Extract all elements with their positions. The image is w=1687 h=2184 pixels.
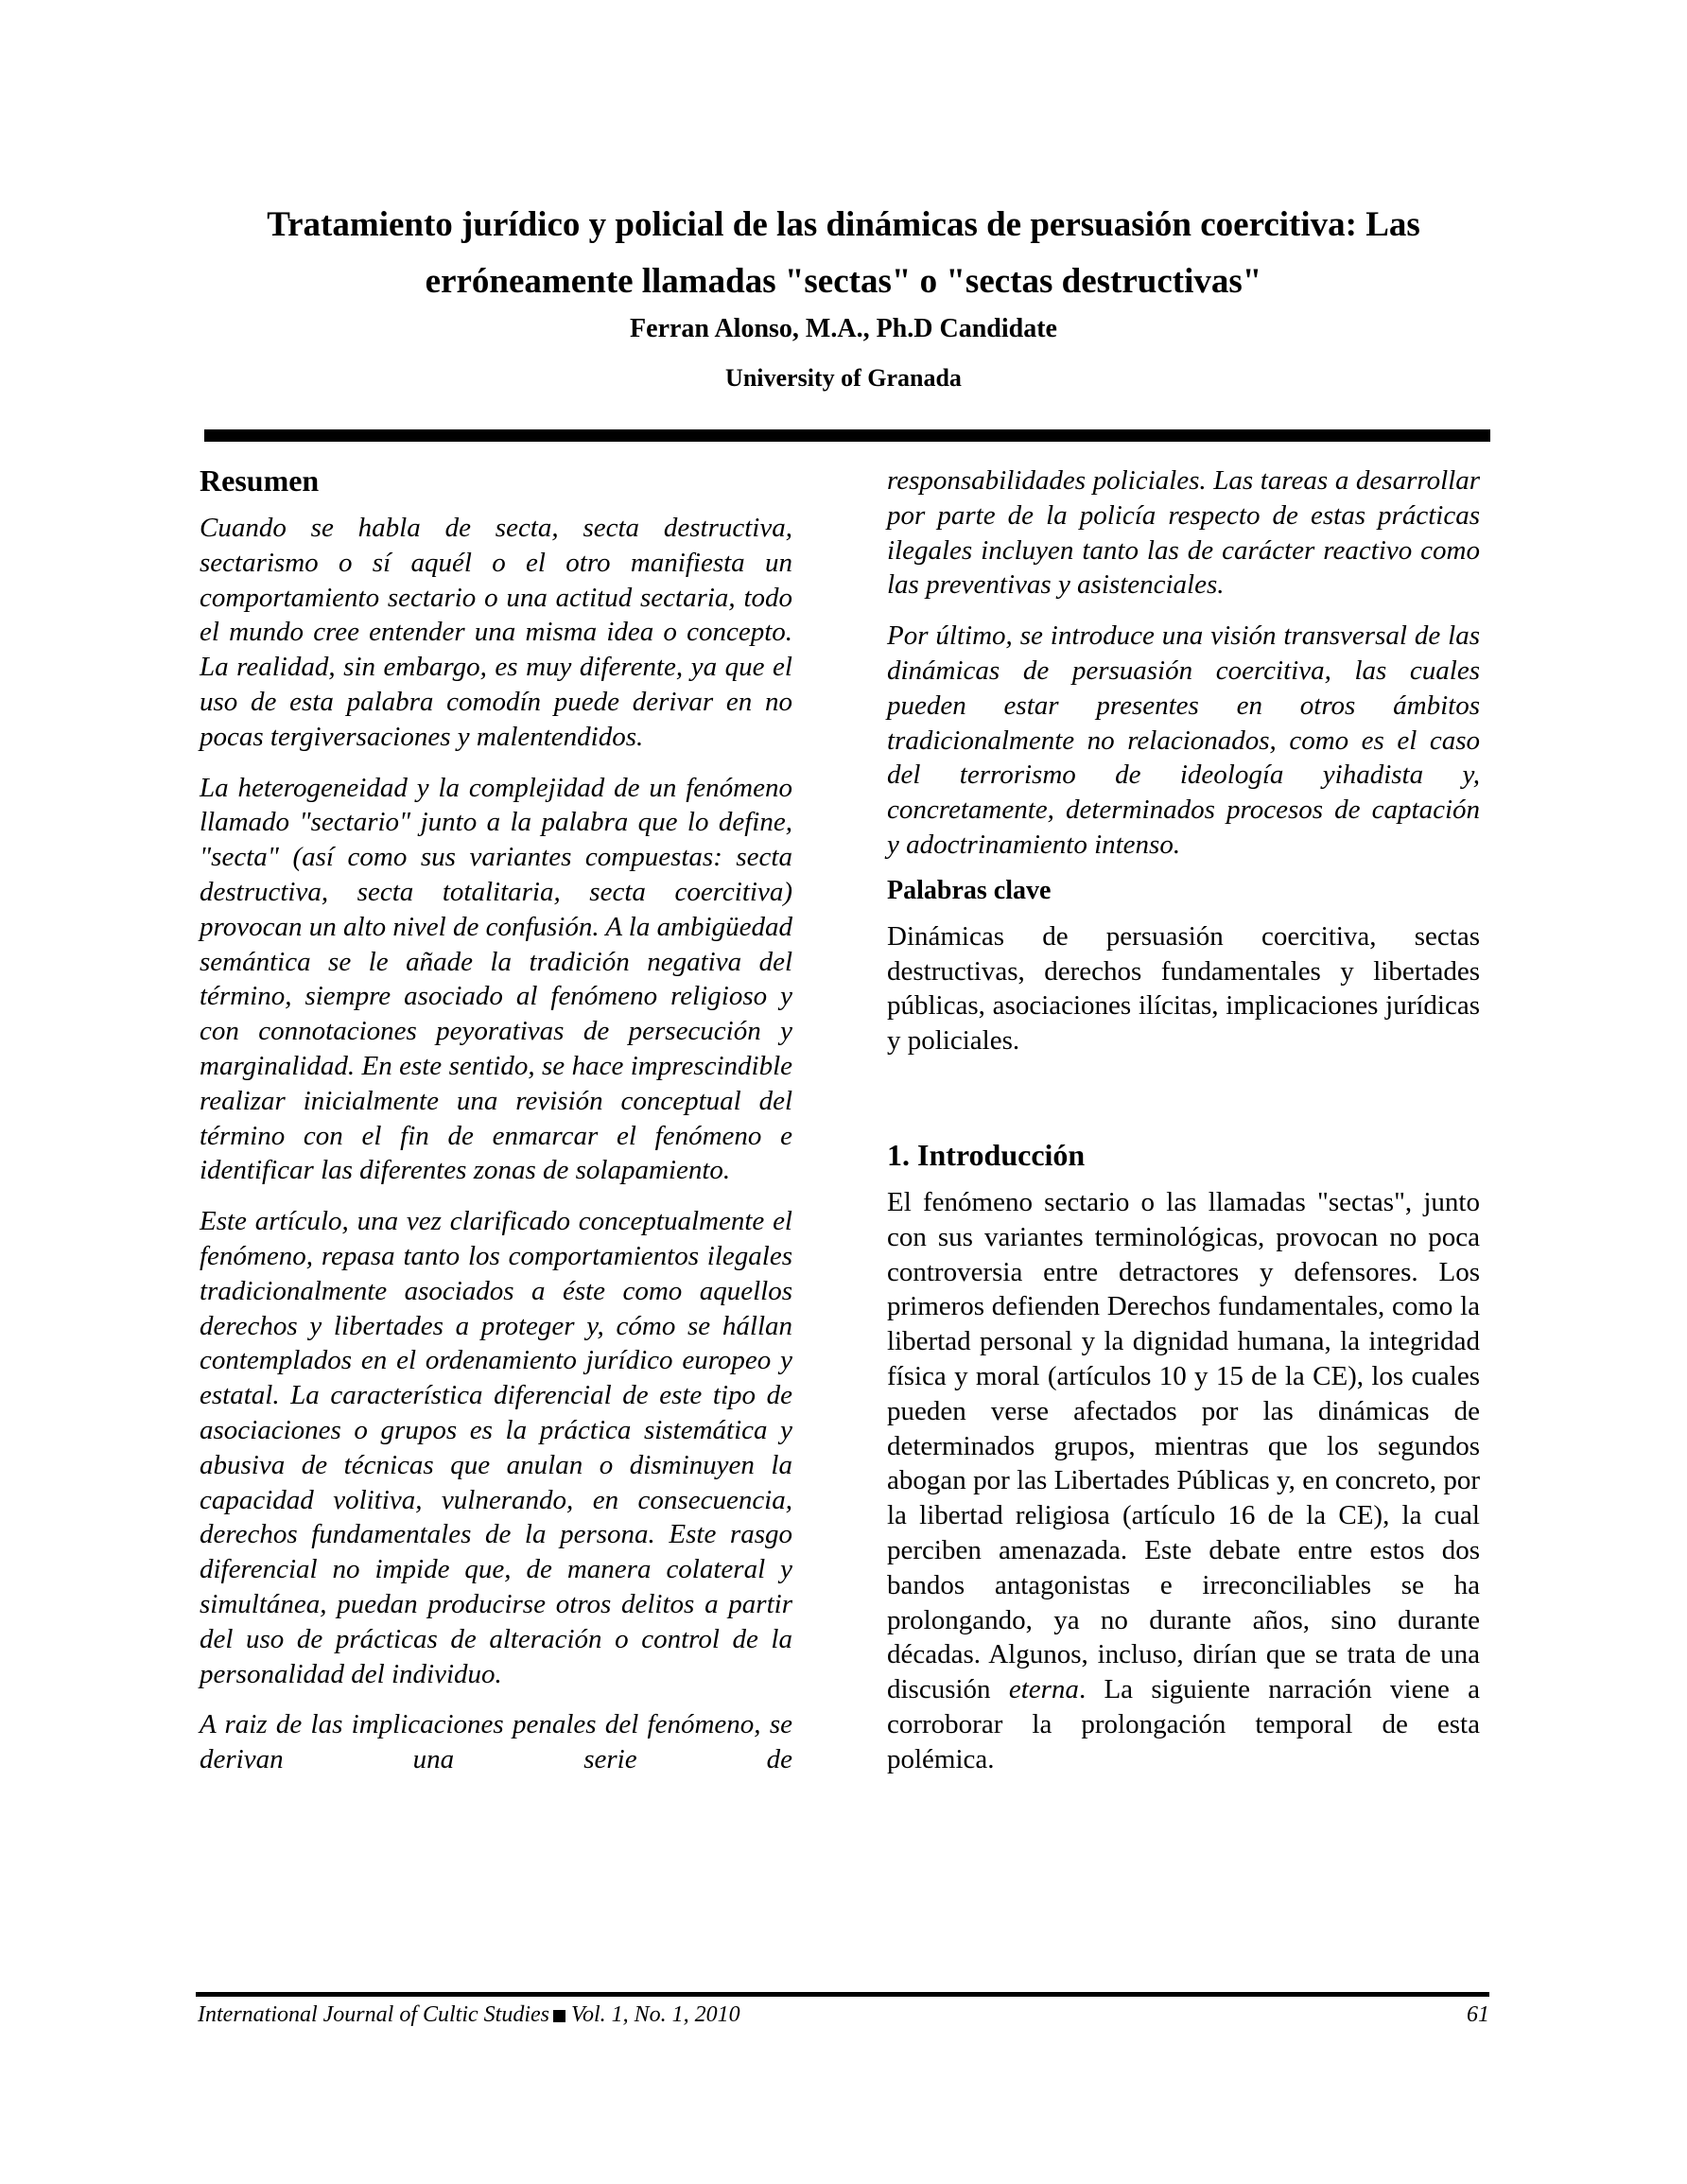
title-line-1: Tratamiento jurídico y policial de las dinámicas de persuasión coercitiva: Las: [267, 205, 1420, 244]
keywords-text: Dinámicas de persuasión coercitiva, sectas destructivas, derechos fundamentales y libertades públicas, asociaciones ilícitas, implicaciones jurídicas y policiales.: [887, 920, 1480, 1057]
abstract-paragraph-3: Este artículo, una vez clarificado conceptualmente el fenómeno, repasa tanto los comportamientos ilegales tradicionalmente asociados a éste como aquellos derechos y libertades a proteger y, cómo se hállan contemplados en el ordenamiento jurídico europeo y estatal. La característica diferencial de este tipo de asociaciones o grupos es la práctica sistemática y abusiva de técnicas que anulan o disminuyen la capacidad volitiva, vulnerando, en consecuencia, derechos fundamentales de la persona. Este rasgo diferencial no impide que, de manera colateral y simultánea, puedan producirse otros delitos a partir del uso de prácticas de alteración o control de la personalidad del individuo.: [200, 1206, 792, 1689]
introduction-italic-word: eterna: [1008, 1674, 1079, 1705]
page-number: 61: [1467, 2002, 1489, 2027]
introduction-heading: 1. Introducción: [887, 1137, 1086, 1172]
introduction-paragraph: [887, 1185, 1480, 1777]
paper-title: [189, 197, 1498, 310]
footer-divider: [196, 1992, 1489, 1997]
right-column: [887, 463, 1480, 1777]
introduction-text-part-1: El fenómeno sectario o las llamadas "sectas", junto con sus variantes terminológicas, provocan no poca controversia entre detractores y defensores. Los primeros defienden Derechos fundamentales, como la libertad personal y la dignidad humana, la integridad física y moral (artículos 10 y 15 de la CE), los cuales pueden verse afectados por las dinámicas de determinados grupos, mientras que los segundos abogan por las Libertades Públicas y, en concreto, por la libertad religiosa (artículo 16 de la CE), la cual perciben amenazada. Este debate entre estos dos bandos antagonistas e irreconciliables se ha prolongando, ya no durante años, sino durante décadas. Algunos, incluso, dirían que se trata de una discusión: [887, 1186, 1480, 1705]
abstract-heading: Resumen: [200, 463, 320, 498]
author-name: Ferran Alonso, M.A., Ph.D Candidate: [630, 314, 1057, 343]
author-affiliation: University of Granada: [725, 364, 962, 392]
journal-name: International Journal of Cultic Studies: [198, 2002, 549, 2027]
footer-citation: [198, 1999, 740, 2031]
keywords-heading: Palabras clave: [887, 875, 1052, 905]
abstract-paragraph-5: Por último, se introduce una visión transversal de las dinámicas de persuasión coercitiva, las cuales pueden estar presentes en otros ámbitos tradicionalmente no relacionados, como es el caso del terrorismo de ideología yihadista y, concretamente, determinados procesos de captación y adoctrinamiento intenso.: [887, 620, 1480, 860]
title-line-2: erróneamente llamadas "sectas" o "sectas destructivas": [425, 262, 1262, 301]
abstract-paragraph-1: Cuando se habla de secta, secta destructiva, sectarismo o sí aquél o el otro manifiesta un comportamiento sectario o una actitud sectaria, todo el mundo cree entender una misma idea o concepto. La realidad, sin embargo, es muy diferente, ya que el uso de esta palabra comodín puede derivar en no pocas tergiversaciones y malentendidos.: [200, 513, 792, 752]
page-footer: [198, 1999, 1489, 2031]
header-divider: [204, 429, 1490, 442]
square-bullet-icon: [553, 2010, 565, 2022]
abstract-paragraph-4-continued: responsabilidades policiales. Las tareas a desarrollar por parte de la policía respecto de estas prácticas ilegales incluyen tanto las de carácter reactivo como las preventivas y asistenciales.: [887, 465, 1480, 601]
abstract-paragraph-2: La heterogeneidad y la complejidad de un fenómeno llamado "sectario" junto a la palabra que lo define, "secta" (así como sus variantes compuestas: secta destructiva, secta totalitaria, secta coercitiva) provocan un alto nivel de confusión. A la ambigüedad semántica se le añade la tradición negativa del término, siempre asociado al fenómeno religioso y con connotaciones peyorativas de persecución y marginalidad. En este sentido, se hace imprescindible realizar inicialmente una revisión conceptual del término con el fin de enmarcar el fenómeno e identificar las diferentes zonas de solapamiento.: [200, 772, 792, 1186]
abstract-paragraph-4: A raiz de las implicaciones penales del fenómeno, se derivan una serie de: [200, 1709, 792, 1775]
introduction-text-part-2: . La siguiente narración viene a corroborar la prolongación temporal de esta polémica.: [887, 1674, 1480, 1774]
journal-volume: Vol. 1, No. 1, 2010: [570, 2002, 740, 2027]
left-column: [200, 462, 792, 1777]
